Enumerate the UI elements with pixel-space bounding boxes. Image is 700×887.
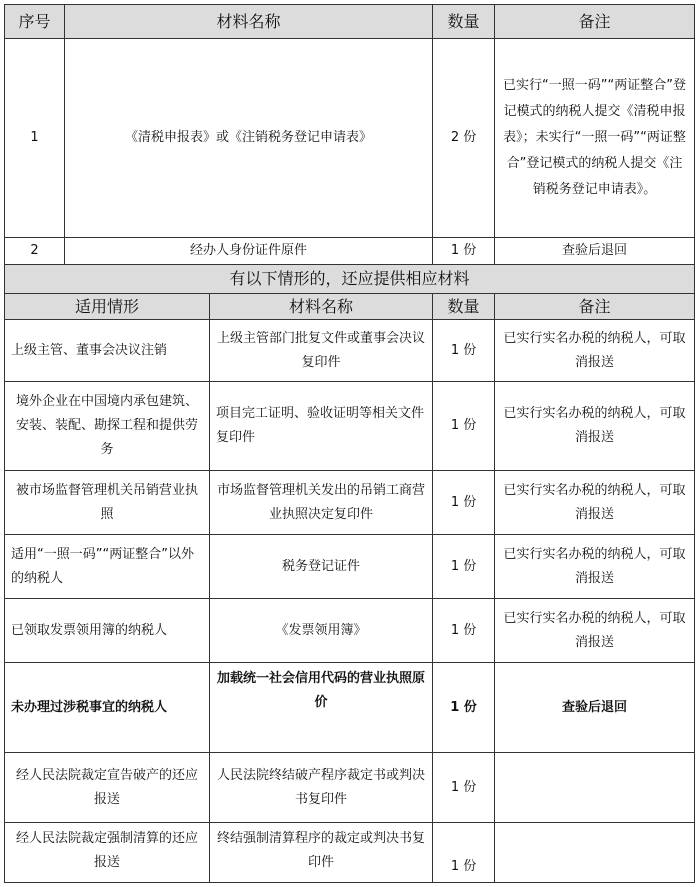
row-remark: 已实行实名办税的纳税人，可取消报送 [495,599,695,663]
table-row [5,823,695,883]
row-remark: 查验后退回 [495,663,695,753]
row-remark: 已实行“一照一码”“两证整合”登记模式的纳税人提交《清税申报表》；未实行“一照一码”“两证整合”登记模式的纳税人提交《注销税务登记申请表》。 [495,39,695,238]
row-situation: 被市场监督管理机关吊销营业执照 [5,471,210,535]
section-title: 有以下情形的，还应提供相应材料 [5,265,695,294]
header-qty: 数量 [433,5,495,39]
table-row [5,471,695,535]
row-qty: 1 份 [433,382,495,471]
row-situation: 境外企业在中国境内承包建筑、安装、装配、勘探工程和提供劳务 [5,382,210,471]
table-row [5,320,695,382]
header-material: 材料名称 [210,294,433,320]
table-header-row [5,5,695,39]
row-qty: 1 份 [433,823,495,883]
row-qty: 1 份 [433,599,495,663]
row-remark: 已实行实名办税的纳税人，可取消报送 [495,471,695,535]
row-material: 人民法院终结破产程序裁定书或判决书复印件 [210,753,433,823]
row-material: 加载统一社会信用代码的营业执照原价 [210,663,433,753]
row-situation: 经人民法院裁定宣告破产的还应报送 [5,753,210,823]
row-index: 1 [5,39,65,238]
row-situation: 未办理过涉税事宜的纳税人 [5,663,210,753]
section-banner-row [5,265,695,294]
row-qty: 1 份 [433,753,495,823]
row-remark: 已实行实名办税的纳税人，可取消报送 [495,535,695,599]
header-remark: 备注 [495,5,695,39]
row-situation: 已领取发票领用簿的纳税人 [5,599,210,663]
header-index: 序号 [5,5,65,39]
row-qty: 2 份 [433,39,495,238]
row-index: 2 [5,238,65,265]
table-row [5,535,695,599]
table-row [5,238,695,265]
row-material: 经办人身份证件原件 [65,238,433,265]
materials-table [4,4,695,883]
section-header-row [5,294,695,320]
row-remark [495,823,695,883]
row-qty: 1 份 [433,320,495,382]
materials-table-sheet [4,4,694,882]
row-situation: 上级主管、董事会决议注销 [5,320,210,382]
row-qty: 1 份 [433,238,495,265]
row-situation: 经人民法院裁定强制清算的还应报送 [5,823,210,883]
row-qty: 1 份 [433,471,495,535]
row-material: 《清税申报表》或《注销税务登记申请表》 [65,39,433,238]
row-remark: 已实行实名办税的纳税人，可取消报送 [495,320,695,382]
row-material: 《发票领用簿》 [210,599,433,663]
table-row [5,599,695,663]
header-remark: 备注 [495,294,695,320]
row-qty: 1 份 [433,663,495,753]
row-material: 税务登记证件 [210,535,433,599]
table-row [5,39,695,238]
row-material: 终结强制清算程序的裁定或判决书复印件 [210,823,433,883]
row-situation: 适用“一照一码”“两证整合”以外的纳税人 [5,535,210,599]
header-qty: 数量 [433,294,495,320]
row-material: 市场监督管理机关发出的吊销工商营业执照决定复印件 [210,471,433,535]
row-material: 上级主管部门批复文件或董事会决议复印件 [210,320,433,382]
table-row [5,753,695,823]
header-material: 材料名称 [65,5,433,39]
table-row [5,663,695,753]
row-qty: 1 份 [433,535,495,599]
row-remark [495,753,695,823]
row-material: 项目完工证明、验收证明等相关文件复印件 [210,382,433,471]
row-remark: 已实行实名办税的纳税人，可取消报送 [495,382,695,471]
header-situation: 适用情形 [5,294,210,320]
row-remark: 查验后退回 [495,238,695,265]
table-row [5,382,695,471]
